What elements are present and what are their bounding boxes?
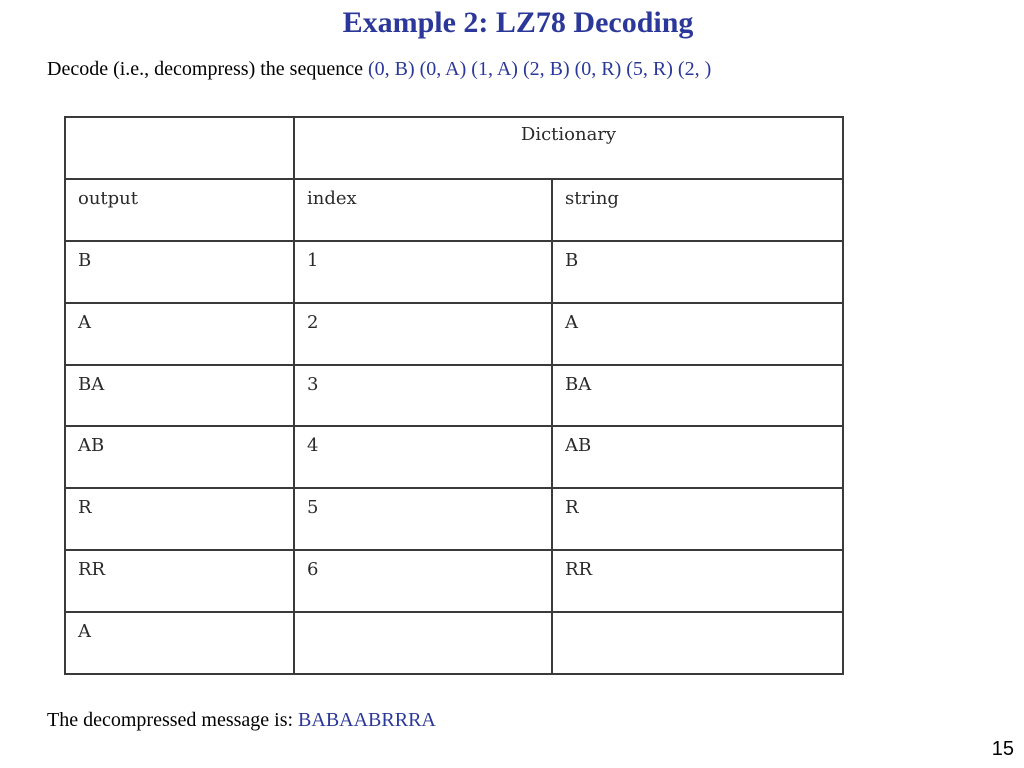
cell-output: A: [65, 303, 294, 365]
cell-index: 4: [294, 426, 552, 488]
table-row: [65, 365, 843, 427]
column-header-string: string: [552, 179, 843, 241]
table-row: [65, 488, 843, 550]
dictionary-table-container: [64, 116, 842, 675]
cell-output: BA: [65, 365, 294, 427]
table-row: [65, 426, 843, 488]
table-row: [65, 550, 843, 612]
cell-output: B: [65, 241, 294, 303]
page-number: 15: [991, 738, 1014, 760]
cell-string: [552, 612, 843, 674]
table-row: [65, 241, 843, 303]
cell-index: 1: [294, 241, 552, 303]
cell-output: A: [65, 612, 294, 674]
column-header-output: output: [65, 179, 294, 241]
cell-output: RR: [65, 550, 294, 612]
table-column-header-row: [65, 179, 843, 241]
cell-string: A: [552, 303, 843, 365]
column-header-index: index: [294, 179, 552, 241]
cell-string: RR: [552, 550, 843, 612]
decompressed-message: BABAABRRRA: [298, 709, 436, 731]
slide-title: Example 2: LZ78 Decoding: [342, 6, 694, 39]
cell-string: BA: [552, 365, 843, 427]
encoded-sequence: (0, B) (0, A) (1, A) (2, B) (0, R) (5, R) (2, ): [367, 58, 712, 80]
intro-text: Decode (i.e., decompress) the sequence: [47, 58, 368, 80]
table-row: [65, 303, 843, 365]
dictionary-header: Dictionary: [294, 117, 843, 179]
cell-index: 3: [294, 365, 552, 427]
intro-line: [47, 56, 711, 82]
cell-string: B: [552, 241, 843, 303]
result-line: [47, 707, 436, 733]
cell-output: R: [65, 488, 294, 550]
table-row: [65, 612, 843, 674]
cell-string: AB: [552, 426, 843, 488]
empty-header-cell: [65, 117, 294, 179]
table-group-header-row: [65, 117, 843, 179]
result-label: The decompressed message is:: [47, 709, 299, 731]
cell-index: 6: [294, 550, 552, 612]
cell-index: 2: [294, 303, 552, 365]
cell-index: 5: [294, 488, 552, 550]
cell-output: AB: [65, 426, 294, 488]
cell-index: [294, 612, 552, 674]
cell-string: R: [552, 488, 843, 550]
dictionary-table: [64, 116, 844, 675]
